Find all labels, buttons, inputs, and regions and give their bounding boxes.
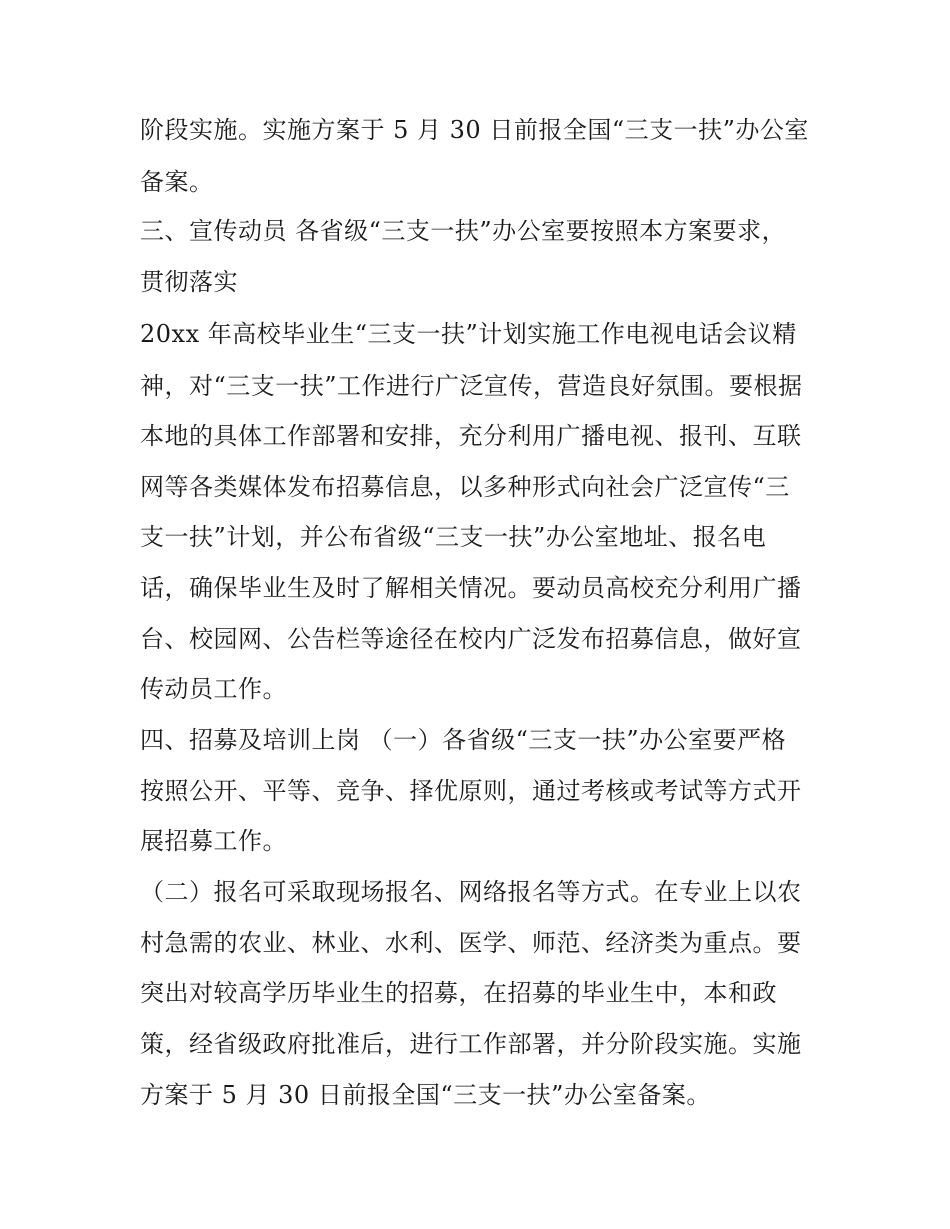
text-line: 贯彻落实 [140, 268, 238, 296]
text-line: 按照公开、平等、竞争、择优原则，通过考核或考试等方式开 [140, 777, 802, 805]
text-line: 网等各类媒体发布招募信息，以多种形式向社会广泛宣传“三 [140, 473, 790, 501]
text-line: 备案。 [140, 168, 214, 196]
text-line: （二）报名可采取现场报名、网络报名等方式。在专业上以农 [140, 878, 802, 906]
text-line: 方案于 5 月 30 日前报全国“三支一扶”办公室备案。 [140, 1081, 711, 1109]
text-line: 支一扶”计划，并公布省级“三支一扶”办公室地址、报名电 [140, 523, 767, 551]
text-line: 展招募工作。 [140, 827, 287, 855]
section-heading-line: 三、宣传动员 各省级“三支一扶”办公室要按照本方案要求， [140, 217, 787, 245]
text-line: 传动员工作。 [140, 675, 287, 703]
text-line: 台、校园网、公告栏等途径在校内广泛发布招募信息，做好宣 [140, 625, 802, 653]
text-line: 本地的具体工作部署和安排，充分利用广播电视、报刊、互联 [140, 422, 802, 450]
text-line: 神，对“三支一扶”工作进行广泛宣传，营造良好氛围。要根据 [140, 372, 803, 400]
text-line: 话，确保毕业生及时了解相关情况。要动员高校充分利用广播 [140, 574, 802, 602]
text-line: 策，经省级政府批准后，进行工作部署，并分阶段实施。实施 [140, 1030, 802, 1058]
section-heading-line: 四、招募及培训上岗 （一）各省级“三支一扶”办公室要严格 [140, 726, 787, 754]
text-line: 突出对较高学历毕业生的招募，在招募的毕业生中，本和政 [140, 979, 777, 1007]
text-line: 阶段实施。实施方案于 5 月 30 日前报全国“三支一扶”办公室 [140, 116, 809, 144]
text-line: 村急需的农业、林业、水利、医学、师范、经济类为重点。要 [140, 929, 802, 957]
text-line: 20xx 年高校毕业生“三支一扶”计划实施工作电视电话会议精 [140, 320, 797, 348]
